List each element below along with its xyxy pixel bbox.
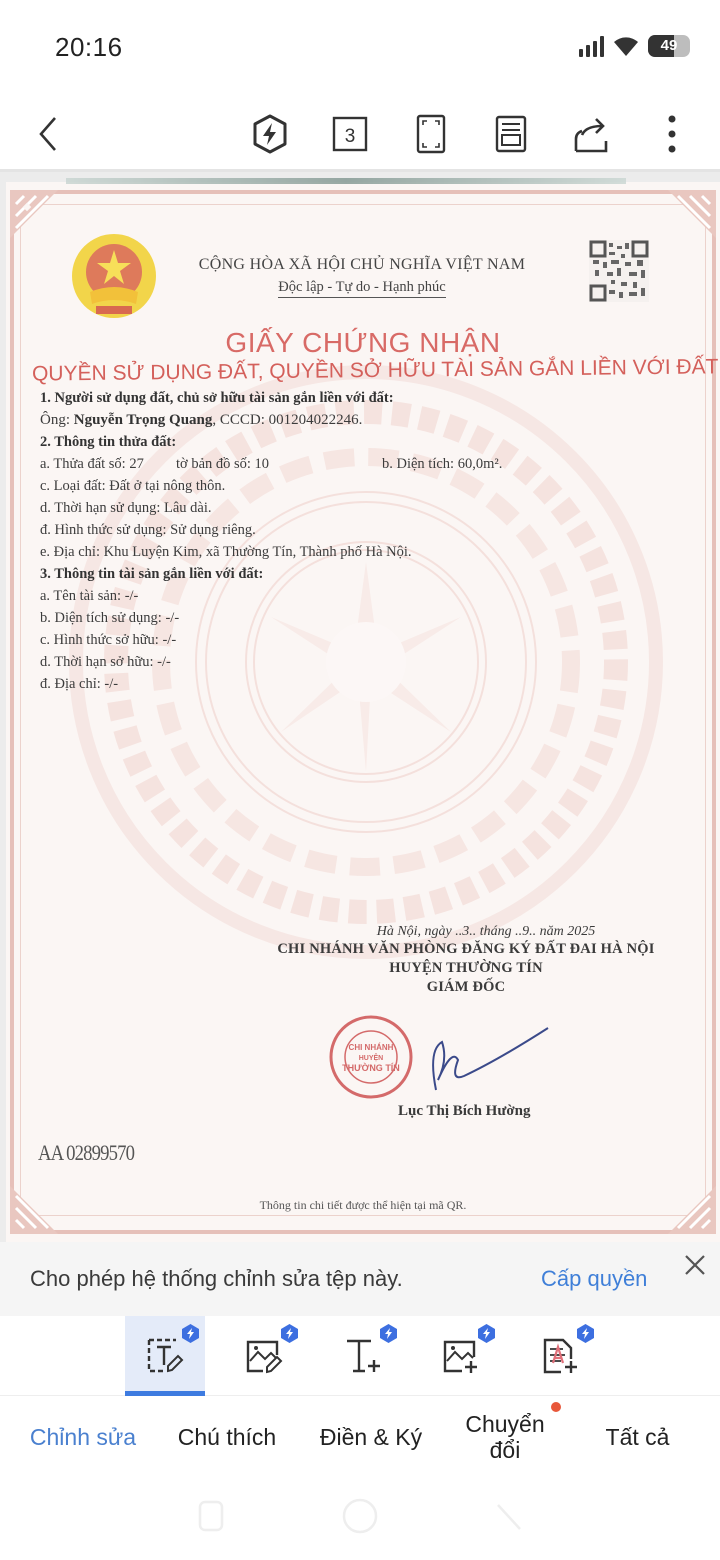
system-nav-bar <box>0 1477 720 1560</box>
qr-code[interactable] <box>589 240 649 302</box>
app-toolbar <box>0 96 720 172</box>
pro-badge-icon <box>577 1324 594 1343</box>
asset-item: a. Tên tài sản: -/- <box>40 588 139 604</box>
back-nav-icon[interactable] <box>494 1499 524 1533</box>
issuing-office: CHI NHÁNH VĂN PHÒNG ĐĂNG KÝ ĐẤT ĐAI HÀ NỘI <box>277 941 655 957</box>
parcel-address: e. Địa chỉ: Khu Luyện Kim, xã Thường Tín, Thành phố Hà Nội. <box>40 544 412 560</box>
tab-convert[interactable]: Chuyển đổi <box>465 1411 545 1463</box>
section1-heading: 1. Người sử dụng đất, chủ sở hữu tài sản gắn liền với đất: <box>40 390 394 406</box>
corner-ornament-icon <box>10 190 58 238</box>
document-viewer[interactable] <box>0 172 720 1242</box>
national-emblem-icon <box>68 230 160 326</box>
section2-heading: 2. Thông tin thửa đất: <box>40 434 177 450</box>
status-bar <box>0 0 720 96</box>
status-time: 20:16 <box>55 32 123 62</box>
owner-name: Nguyễn Trọng Quang <box>73 412 213 428</box>
motto: Độc lập - Tự do - Hạnh phúc <box>182 279 542 296</box>
corner-ornament-icon <box>668 190 716 238</box>
page-number-icon <box>332 116 368 152</box>
tab-edit[interactable]: Chỉnh sửa <box>29 1424 137 1450</box>
bottom-tab-bar <box>0 1397 720 1477</box>
permission-banner <box>0 1242 720 1316</box>
document-watermark-add-icon <box>541 1337 579 1375</box>
fullscreen-frame-icon <box>416 114 446 154</box>
parcel-number: a. Thửa đất số: 27 <box>40 456 144 472</box>
reading-mode-button[interactable] <box>483 106 539 162</box>
tool-add-text[interactable] <box>323 1316 403 1396</box>
ai-tools-button[interactable] <box>242 106 298 162</box>
recent-apps-icon[interactable] <box>197 1499 225 1533</box>
signer-position: GIÁM ĐỐC <box>426 979 506 995</box>
chevron-left-icon <box>35 114 61 154</box>
svg-text:HUYỆN: HUYỆN <box>358 1055 384 1062</box>
qr-footer-note: Thông tin chi tiết được thể hiện tại mã QR. <box>259 1198 467 1212</box>
tool-edit-image[interactable] <box>224 1316 304 1396</box>
asset-item: c. Hình thức sở hữu: -/- <box>40 632 177 648</box>
home-icon[interactable] <box>341 1495 379 1537</box>
close-icon[interactable] <box>680 1250 710 1280</box>
page-count-button[interactable] <box>322 106 378 162</box>
share-button[interactable] <box>563 106 619 162</box>
image-edit-icon <box>245 1337 283 1375</box>
share-arrow-icon <box>572 115 610 153</box>
issue-date: Hà Nội, ngày ..3.. tháng ..9.. năm 2025 <box>376 924 596 939</box>
status-icons <box>579 35 690 57</box>
wifi-icon <box>612 35 640 57</box>
page-edge-strip <box>66 178 626 184</box>
owner-id: , CCCD: 001204022246. <box>212 412 363 428</box>
tab-annotate[interactable]: Chú thích <box>177 1424 277 1450</box>
section3-heading: 3. Thông tin tài sản gắn liền với đất: <box>40 566 264 582</box>
signing-block <box>266 924 666 997</box>
certificate-subtitle: QUYỀN SỬ DỤNG ĐẤT, QUYỀN SỞ HỮU TÀI SẢN GẮN LIỀN VỚI ĐẤT <box>31 355 719 386</box>
pro-badge-icon <box>281 1324 298 1343</box>
lightning-hexagon-icon <box>251 114 289 154</box>
asset-item: d. Thời hạn sở hữu: -/- <box>40 654 171 670</box>
tab-all[interactable]: Tất cả <box>605 1424 670 1450</box>
map-sheet: tờ bản đồ số: 10 <box>176 456 270 472</box>
asset-item: đ. Địa chỉ: -/- <box>40 676 119 692</box>
battery-icon <box>648 35 690 57</box>
usage-term: d. Thời hạn sử dụng: Lâu dài. <box>40 500 212 516</box>
signal-icon <box>579 35 604 57</box>
more-vertical-icon <box>667 114 677 154</box>
tab-fill-sign[interactable]: Điền & Ký <box>319 1424 423 1450</box>
tool-edit-text[interactable] <box>125 1316 205 1396</box>
owner-line: Ông: Nguyễn Trọng Quang, CCCD: 001204022246. <box>40 412 363 428</box>
asset-item: b. Diện tích sử dụng: -/- <box>40 610 180 626</box>
land-type: c. Loại đất: Đất ở tại nông thôn. <box>40 478 226 494</box>
text-add-icon <box>344 1337 382 1375</box>
document-page <box>6 182 720 1242</box>
tool-add-image[interactable] <box>421 1316 501 1396</box>
parcel-area: b. Diện tích: 60,0m². <box>382 456 503 472</box>
tool-add-watermark[interactable] <box>520 1316 600 1396</box>
certificate-serial: AA 02899570 <box>38 1140 135 1165</box>
pro-badge-icon <box>182 1324 199 1343</box>
svg-text:CHI NHÁNH: CHI NHÁNH <box>348 1043 394 1052</box>
certificate-title: GIẤY CHỨNG NHẬN <box>225 327 501 358</box>
image-add-icon <box>442 1337 480 1375</box>
signer-name: Lục Thị Bích Hường <box>398 1103 531 1119</box>
edit-tools-strip <box>0 1316 720 1396</box>
battery-level: 49 <box>660 37 678 54</box>
svg-text:THƯỜNG TÍN: THƯỜNG TÍN <box>342 1063 400 1073</box>
text-box-edit-icon <box>146 1337 184 1375</box>
signature <box>408 1020 558 1100</box>
pro-badge-icon <box>380 1324 397 1343</box>
notification-dot <box>551 1402 561 1412</box>
grant-permission-button[interactable]: Cấp quyền <box>541 1266 648 1291</box>
country-header: CỘNG HÒA XÃ HỘI CHỦ NGHĨA VIỆT NAM <box>198 256 526 273</box>
usage-form: đ. Hình thức sử dụng: Sử dụng riêng. <box>40 522 256 538</box>
fit-screen-button[interactable] <box>403 106 459 162</box>
pro-badge-icon <box>478 1324 495 1343</box>
issuing-district: HUYỆN THƯỜNG TÍN <box>389 960 543 976</box>
more-options-button[interactable] <box>644 106 700 162</box>
official-stamp <box>328 1014 414 1100</box>
back-button[interactable] <box>20 106 76 162</box>
document-layout-icon <box>495 115 527 153</box>
svg-text:3: 3 <box>344 126 356 147</box>
permission-message: Cho phép hệ thống chỉnh sửa tệp này. <box>30 1266 403 1291</box>
